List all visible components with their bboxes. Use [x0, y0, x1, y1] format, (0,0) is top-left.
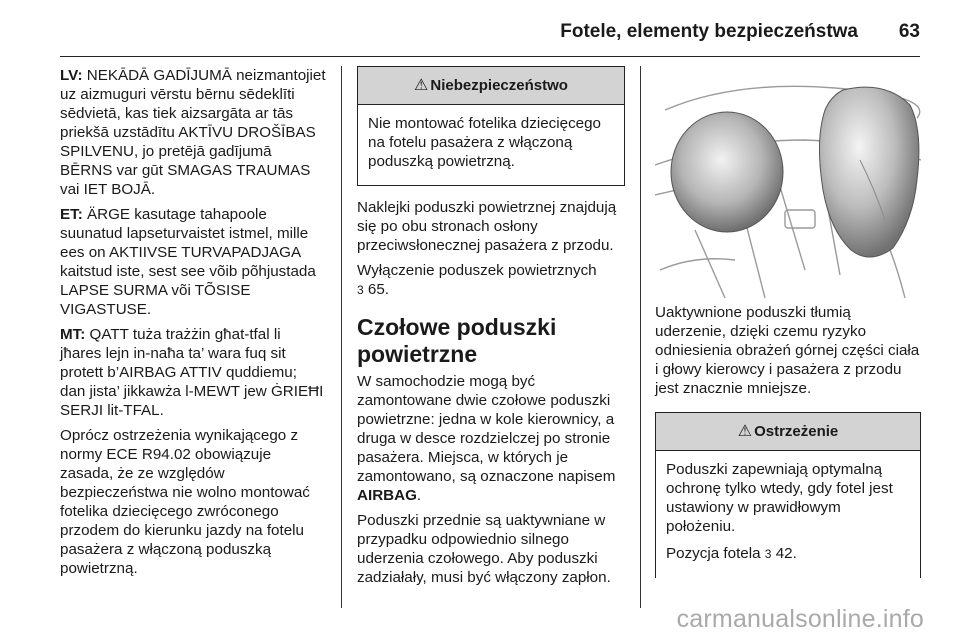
page-header: [60, 12, 920, 57]
danger-title: Niebezpieczeństwo: [430, 77, 568, 94]
paragraph-lv: [60, 66, 326, 199]
lang-code-et: ET:: [60, 206, 83, 223]
danger-box: [357, 66, 625, 186]
paragraph-mt: [60, 325, 326, 420]
page-title: Fotele, elementy bezpieczeństwa: [560, 21, 858, 42]
column-2: [357, 66, 625, 593]
page-ref: 65.: [363, 281, 390, 298]
front-airbags-text: W samochodzie mogą być zamontowane dwie czołowe poduszki powietrzne: jedna w kole kierownicy, a druga w desce rozdzielczej po stronie pasażera. Miejsca, w których je zamontowano, są oznaczone napisem: [357, 373, 616, 485]
column-3: [655, 303, 921, 590]
text-mt: QATT tuża trażżin għat-tfal li jħares lejn in-naħa ta’ wara fuq sit protett b’AIRBAG ATTIV quddiemu; dan jista’ jikkawża l-MEWT jew ĠRIEĦI SERJI lit-TFAL.: [60, 326, 324, 419]
column-1: [60, 66, 326, 584]
airbag-label: AIRBAG: [357, 487, 417, 504]
paragraph-disable: [357, 261, 625, 300]
front-airbags-end: .: [416, 487, 422, 504]
lang-code-lv: LV:: [60, 67, 83, 84]
paragraph-protection: Uaktywnione poduszki tłumią uderzenie, dzięki czemu ryzyko odniesienia obrażeń górnej części ciała i głowy kierowcy i pasażera z przodu jest znacznie mniejsze.: [655, 304, 920, 397]
page-number: 63: [898, 21, 920, 42]
column-divider-1: [341, 66, 342, 608]
danger-text: Nie montować fotelika dziecięcego na fotelu pasażera z włączoną poduszką powietrzną.: [368, 115, 601, 170]
caution-seat-position: [666, 544, 910, 564]
page-ref: 42.: [771, 545, 797, 562]
caution-text: Poduszki zapewniają optymalną ochronę tylko wtedy, gdy fotel jest ustawiony w prawidłowym położeniu.: [666, 461, 893, 535]
paragraph-front-airbags: [357, 372, 625, 505]
watermark: carmanualsonline.info: [676, 605, 924, 633]
airbag-illustration: [655, 70, 921, 300]
seat-position-text: Pozycja fotela: [666, 545, 761, 562]
page-ref-icon: 3: [764, 547, 772, 561]
caution-title: Ostrzeżenie: [754, 423, 839, 440]
lang-code-mt: MT:: [60, 326, 86, 343]
text-lv: NEKĀDĀ GADĪJUMĀ neizmantojiet uz aizmuguri vērstu bērnu sēdeklīti sēdvietā, kas tiek aizsargāta ar tās priekšā uzstādītu AKTĪVU DROŠĪBAS SPILVENU, jo pretējā gadījumā BĒRNS var gūt SMAGAS TRAUMAS vai IET BOJĀ.: [60, 67, 326, 198]
caution-box-header: [656, 413, 920, 451]
paragraph-pl: Oprócz ostrzeżenia wynikającego z normy ECE R94.02 obowiązuje zasada, że ze względów bezpieczeństwa nie wolno montować fotelika dziecięcego zwróconego przodem do kierunku jazdy na fotelu pasażera z włączoną poduszką powietrzną.: [60, 427, 310, 577]
text-et: ÄRGE kasutage tahapoole suunatud lapseturvaistet istmel, mille ees on AKTIIVSE TURVAPADJAGA kaitstud iste, sest see võib põhjustada LAPSE SURMA või TÕSISE VIGASTUSE.: [60, 206, 316, 318]
danger-box-header: [358, 67, 624, 105]
warning-triangle-icon: ⚠: [737, 423, 753, 440]
section-heading: Czołowe poduszki powietrzne: [357, 314, 557, 367]
column-divider-2: [640, 66, 641, 608]
paragraph-et: [60, 205, 326, 319]
danger-box-body: [358, 105, 624, 185]
disable-text: Wyłączenie poduszek powietrznych: [357, 262, 597, 279]
paragraph-labels: Naklejki poduszki powietrznej znajdują się po obu stronach osłony przeciwsłonecznej pasażera z przodu.: [357, 199, 617, 254]
page-ref-icon: 3: [357, 283, 364, 297]
airbag-deployed-image: [655, 70, 921, 300]
paragraph-activation: Poduszki przednie są uaktywniane w przypadku odpowiednio silnego uderzenia czołowego. Aby poduszki zadziałały, musi być włączony zapłon.: [357, 512, 611, 586]
warning-triangle-icon: ⚠: [414, 77, 429, 94]
caution-box: [655, 412, 921, 578]
caution-box-body: [656, 451, 920, 578]
